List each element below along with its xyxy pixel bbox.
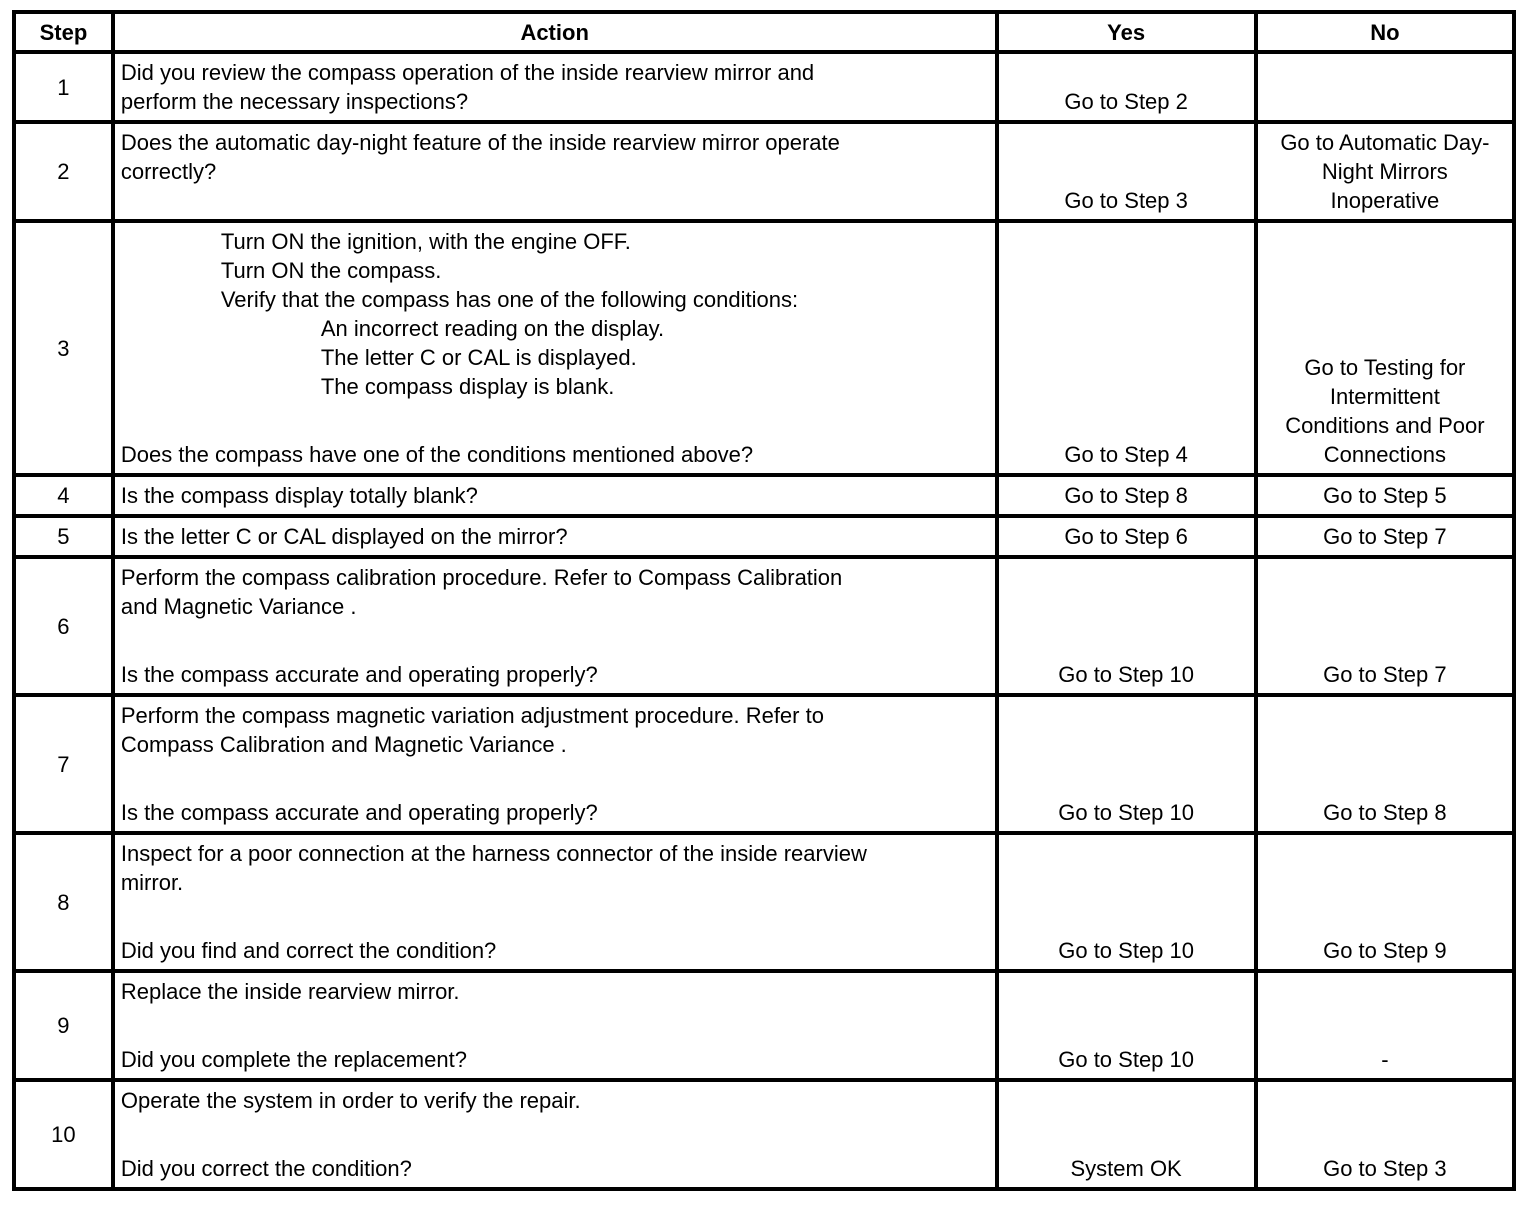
- action-cell: [113, 971, 997, 1080]
- no-result-line: Intermittent: [1329, 384, 1440, 409]
- table-row: [14, 557, 1514, 695]
- yes-result: Go to Step 8: [997, 475, 1256, 516]
- condition-text: An incorrect reading on the display.: [320, 316, 665, 341]
- question-text: Is the compass accurate and operating properly?: [120, 662, 598, 687]
- question-text: Did you correct the condition?: [120, 1156, 412, 1181]
- condition-text: The letter C or CAL is displayed.: [320, 345, 637, 370]
- no-result: Go to Step 9: [1256, 833, 1514, 971]
- action-text: Does the automatic day-night feature of the inside rearview mirror operate: [120, 130, 840, 155]
- table-row: [14, 52, 1514, 122]
- no-result: [1256, 221, 1514, 475]
- diagnostic-table: [12, 10, 1516, 1191]
- action-cell: [113, 833, 997, 971]
- substep-text: Verify that the compass has one of the following conditions:: [220, 287, 799, 312]
- action-cell: [113, 52, 997, 122]
- step-number: 6: [14, 557, 113, 695]
- table-row: [14, 695, 1514, 833]
- no-result-line: Inoperative: [1330, 188, 1440, 213]
- action-text: mirror.: [120, 870, 184, 895]
- header-step: Step: [14, 12, 113, 52]
- yes-result: System OK: [997, 1080, 1256, 1189]
- step-number: 7: [14, 695, 113, 833]
- action-text: Compass Calibration and Magnetic Variance .: [120, 732, 567, 757]
- action-cell: [113, 695, 997, 833]
- yes-result: Go to Step 4: [997, 221, 1256, 475]
- no-result-line: Night Mirrors: [1321, 159, 1448, 184]
- action-text: perform the necessary inspections?: [120, 89, 469, 114]
- table-row: [14, 1080, 1514, 1189]
- question-text: Did you find and correct the condition?: [120, 938, 497, 963]
- step-number: 4: [14, 475, 113, 516]
- substep-text: Turn ON the compass.: [220, 258, 442, 283]
- step-number: 2: [14, 122, 113, 221]
- no-result: [1256, 122, 1514, 221]
- table-row: [14, 475, 1514, 516]
- no-result: Go to Step 7: [1256, 516, 1514, 557]
- step-number: 1: [14, 52, 113, 122]
- substep-text: Turn ON the ignition, with the engine OFF.: [220, 229, 631, 254]
- action-text: Operate the system in order to verify the repair.: [120, 1088, 581, 1113]
- no-result: Go to Step 5: [1256, 475, 1514, 516]
- table-row: [14, 122, 1514, 221]
- step-number: 8: [14, 833, 113, 971]
- table-row: [14, 221, 1514, 475]
- no-result-line: Go to Automatic Day-: [1280, 130, 1490, 155]
- header-yes: Yes: [997, 12, 1256, 52]
- step-number: 5: [14, 516, 113, 557]
- header-action: Action: [113, 12, 997, 52]
- action-text: correctly?: [120, 159, 217, 184]
- header-no: No: [1256, 12, 1514, 52]
- action-cell: [113, 1080, 997, 1189]
- yes-result: Go to Step 2: [997, 52, 1256, 122]
- action-cell: [113, 557, 997, 695]
- no-result-line: Connections: [1323, 442, 1447, 467]
- no-result: Go to Step 8: [1256, 695, 1514, 833]
- yes-result: Go to Step 10: [997, 557, 1256, 695]
- action-text: Is the compass display totally blank?: [113, 475, 997, 516]
- action-text: Inspect for a poor connection at the harness connector of the inside rearview: [120, 841, 867, 866]
- no-result-line: Go to Testing for: [1304, 355, 1466, 380]
- yes-result: Go to Step 10: [997, 695, 1256, 833]
- question-text: Does the compass have one of the conditions mentioned above?: [120, 442, 754, 467]
- table-row: [14, 833, 1514, 971]
- action-text: Replace the inside rearview mirror.: [120, 979, 460, 1004]
- yes-result: Go to Step 10: [997, 833, 1256, 971]
- no-result: [1256, 52, 1514, 122]
- table-row: [14, 516, 1514, 557]
- action-text: Is the letter C or CAL displayed on the mirror?: [113, 516, 997, 557]
- yes-result: Go to Step 6: [997, 516, 1256, 557]
- table-row: [14, 971, 1514, 1080]
- action-cell: [113, 221, 997, 475]
- yes-result: Go to Step 10: [997, 971, 1256, 1080]
- step-number: 3: [14, 221, 113, 475]
- action-text: Perform the compass calibration procedure. Refer to Compass Calibration: [120, 565, 843, 590]
- step-number: 9: [14, 971, 113, 1080]
- no-result: Go to Step 3: [1256, 1080, 1514, 1189]
- header-row: [14, 12, 1514, 52]
- action-text: and Magnetic Variance .: [120, 594, 357, 619]
- yes-result: Go to Step 3: [997, 122, 1256, 221]
- step-number: 10: [14, 1080, 113, 1189]
- action-cell: [113, 122, 997, 221]
- action-text: Perform the compass magnetic variation adjustment procedure. Refer to: [120, 703, 824, 728]
- no-result: -: [1256, 971, 1514, 1080]
- condition-text: The compass display is blank.: [320, 374, 615, 399]
- no-result-line: Conditions and Poor: [1285, 413, 1485, 438]
- no-result: Go to Step 7: [1256, 557, 1514, 695]
- action-text: Did you review the compass operation of the inside rearview mirror and: [120, 60, 815, 85]
- question-text: Is the compass accurate and operating properly?: [120, 800, 598, 825]
- question-text: Did you complete the replacement?: [120, 1047, 467, 1072]
